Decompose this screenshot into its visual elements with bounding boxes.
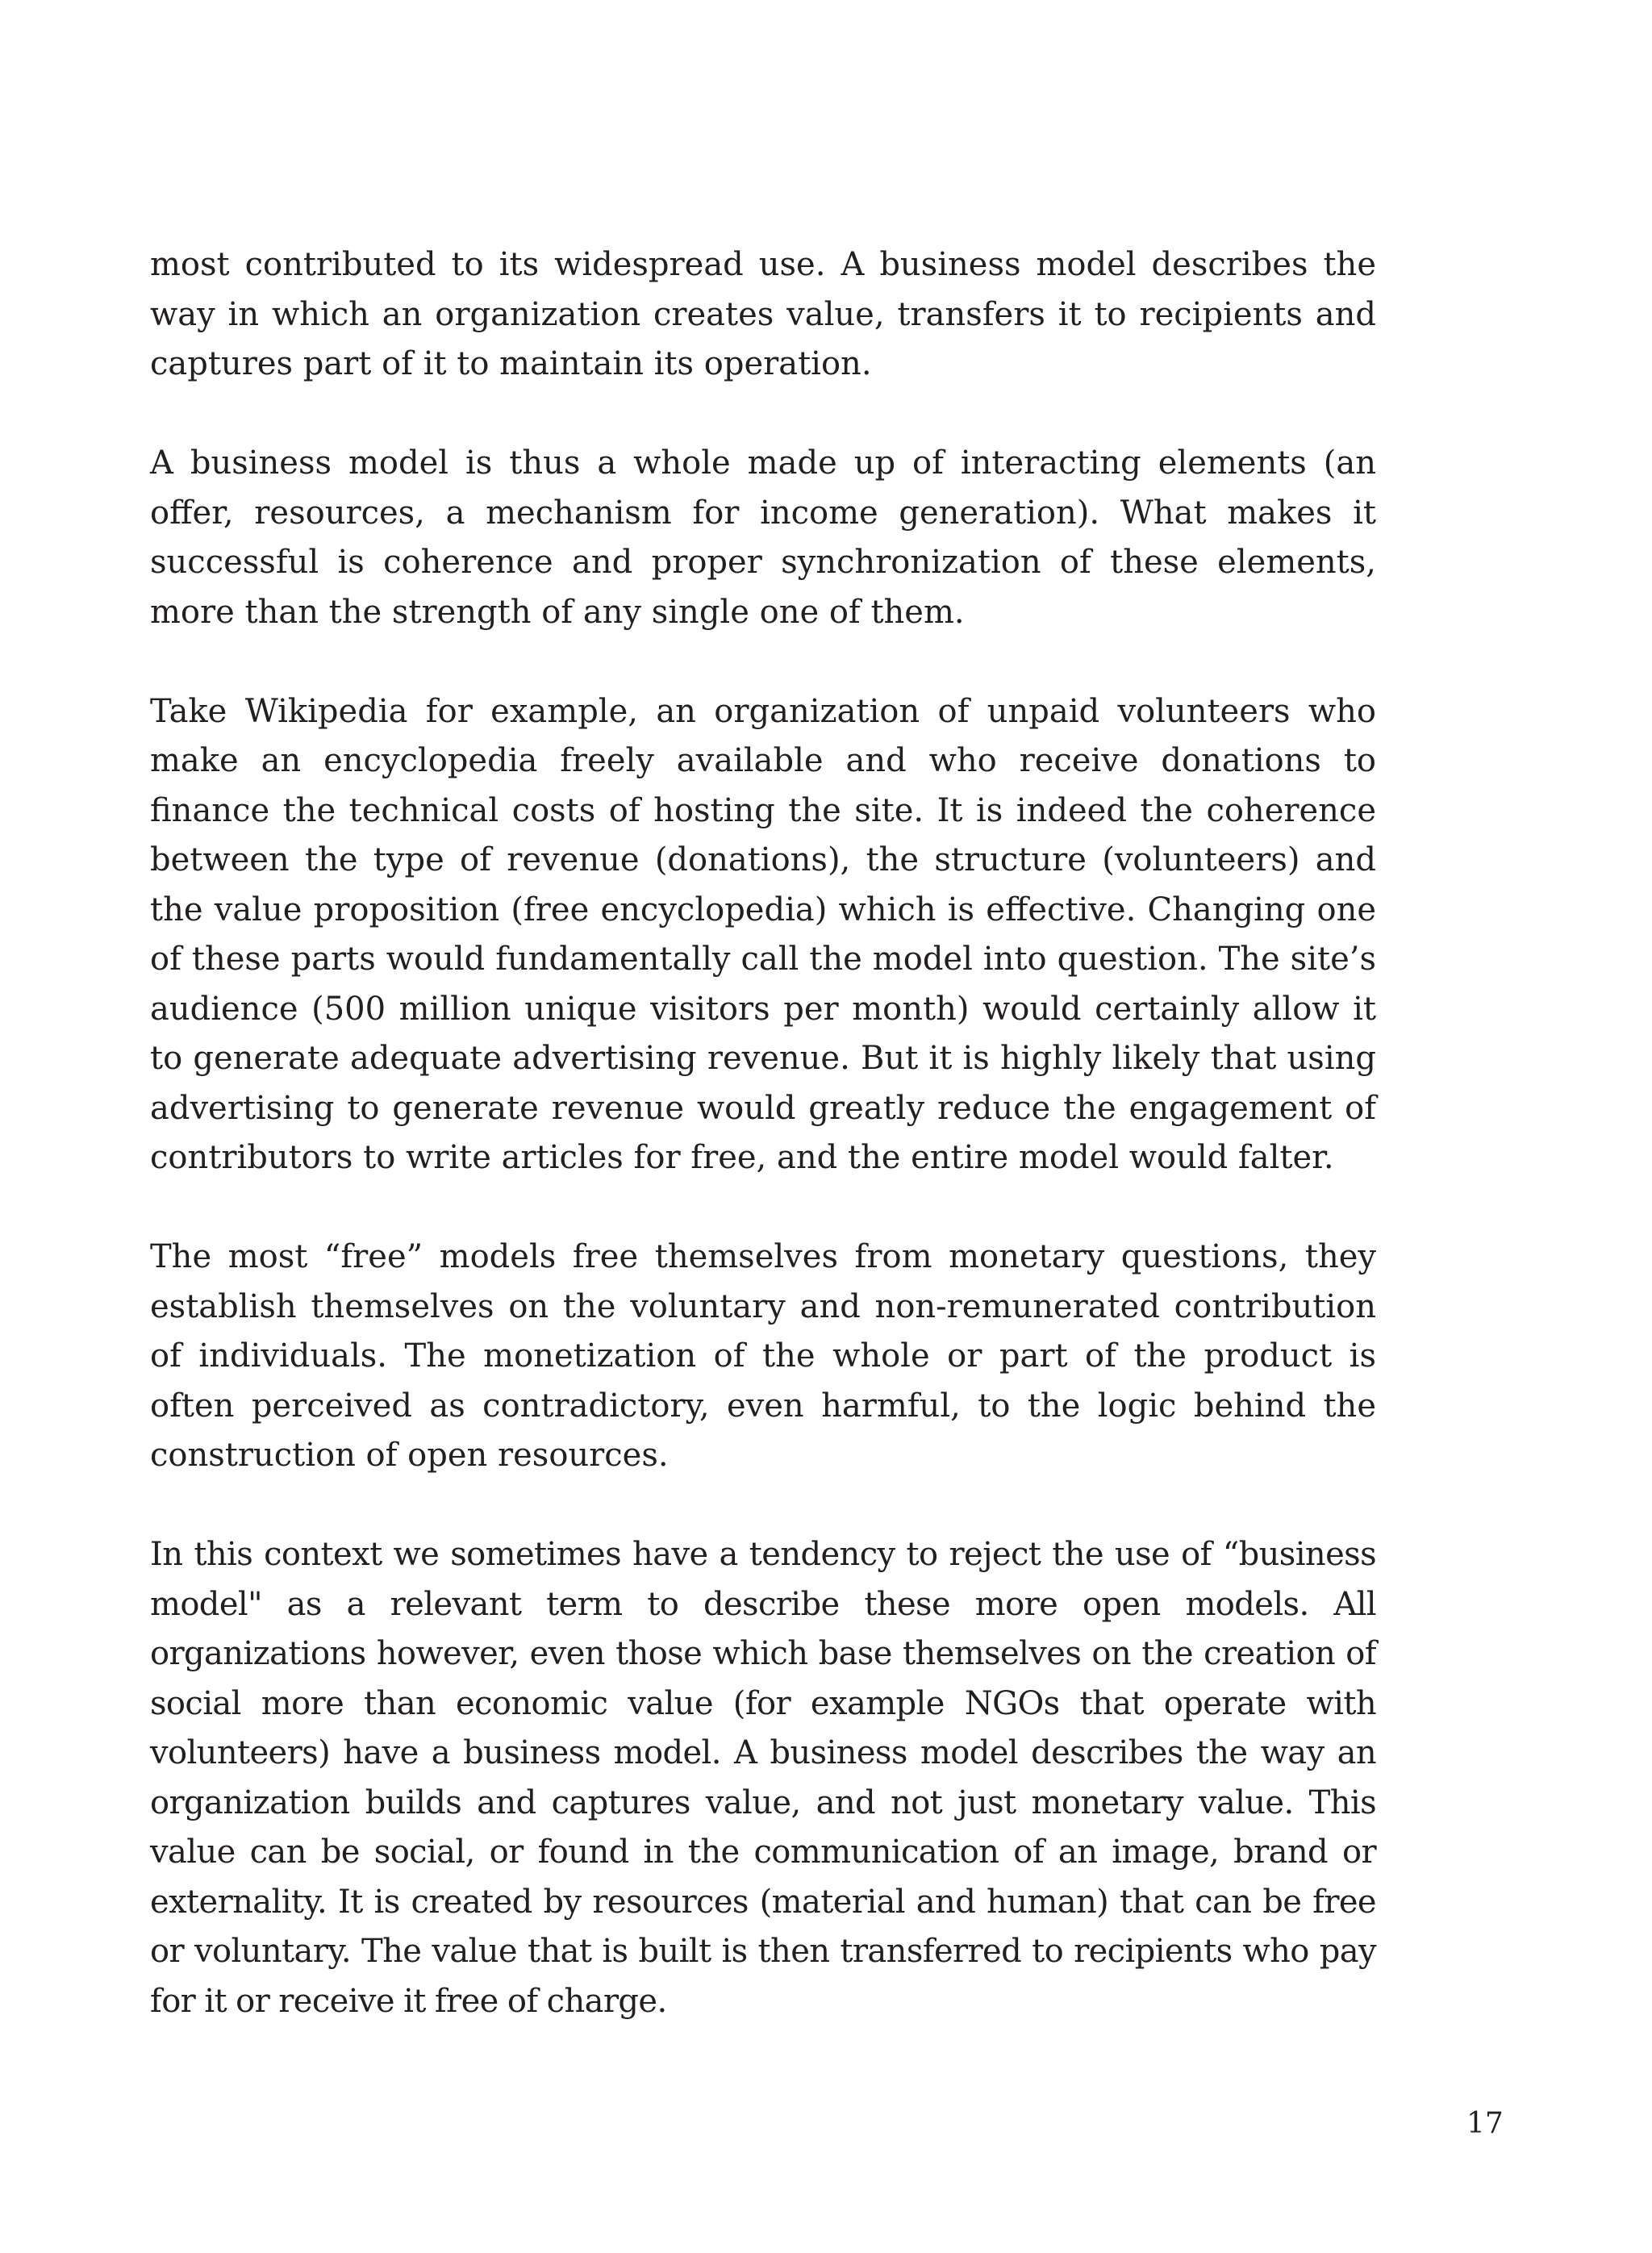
paragraph-wikipedia-example: Take Wikipedia for example, an organization of unpaid volunteers who make an encyclopedia freely available and who receive donations to finance the technical costs of hosting the site. It is indeed the coherence between the type of revenue (donations), the structure (volunteers) and the value proposition (free encyclopedia) which is effective. Changing one of these parts would fundamentally call the model into question. The site’s audience (500 million unique visitors per month) would certainly allow it to generate adequate advertising revenue. But it is highly likely that using advertising to generate revenue would greatly reduce the engagement of contributors to write articles for free, and the entire model would falter. [150,692,1376,1176]
paragraph-interacting-elements: A business model is thus a whole made up of interacting elements (an offer, resources, a mechanism for income generation). What makes it successful is coherence and proper synchronization of these elements, more than the strength of any single one of them. [150,444,1376,631]
body-text [150,240,1376,2026]
page-number: 17 [1466,2107,1504,2140]
paragraph-open-models-context: In this context we sometimes have a tendency to reject the use of “business model" as a relevant term to describe these more open models. All organizations however, even those which base themselves on the creation of social more than economic value (for example NGOs that operate with volunteers) have a business model. A business model describes the way an organization builds and captures value, and not just monetary value. This value can be social, or found in the communication of an image, brand or externality. It is created by resources (material and human) that can be free or voluntary. The value that is built is then transferred to recipients who pay for it or receive it free of charge. [150,1536,1376,2020]
paragraph-business-model-definition: most contributed to its widespread use. A business model describes the way in which an organization creates value, transfers it to recipients and captures part of it to maintain its operation. [150,246,1376,382]
paragraph-free-models: The most “free” models free themselves from monetary questions, they establish themselves on the voluntary and non-remunerated contribution of individuals. The monetization of the whole or part of the product is often perceived as contradictory, even harmful, to the logic behind the construction of open resources. [150,1238,1376,1474]
